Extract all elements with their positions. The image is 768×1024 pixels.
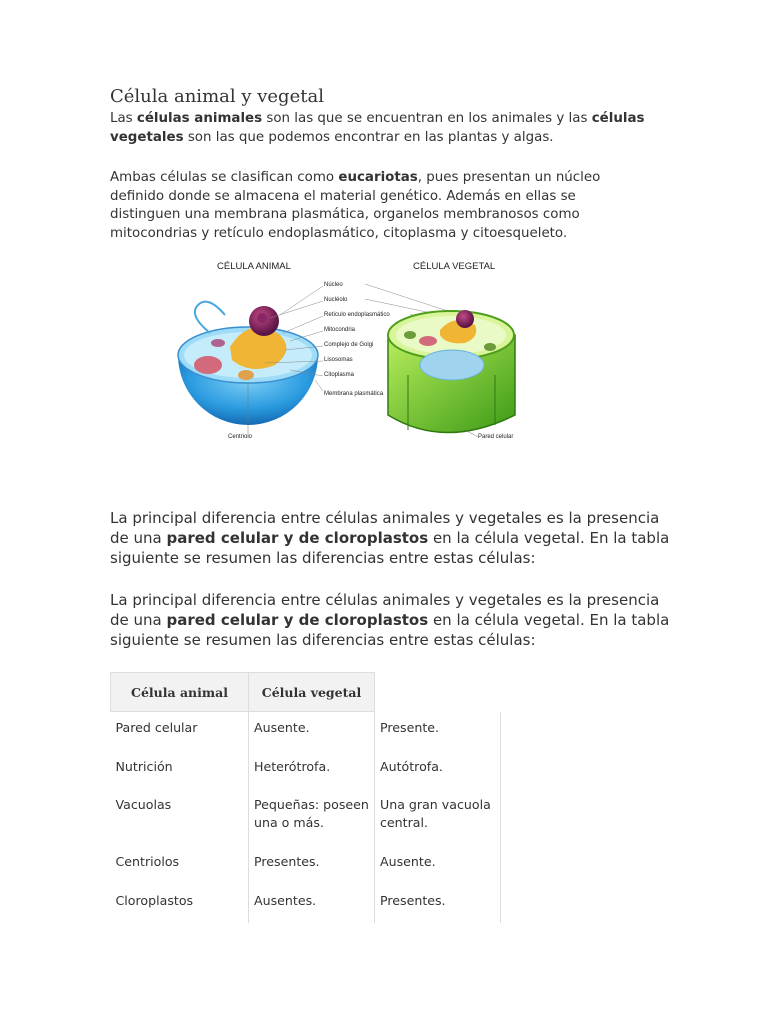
table-cell: Una gran vacuola central. — [375, 789, 501, 846]
table-row — [111, 885, 501, 923]
table-cell: Ausente. — [375, 846, 501, 885]
table-cell: Ausente. — [249, 712, 375, 751]
table-cell: Nutrición — [111, 751, 249, 789]
table-row — [111, 712, 501, 751]
header-empty — [375, 673, 501, 712]
table-row — [111, 789, 501, 846]
table-row — [111, 846, 501, 885]
page-title: Célula animal y vegetal — [110, 86, 324, 107]
difference-paragraph-1: La principal diferencia entre células animales y vegetales es la presencia de una pared celular y de cloroplastos en la célula vegetal. En la tabla siguiente se resumen las diferencias entre estas células: — [110, 509, 670, 567]
animal-cell-title: CÉLULA ANIMAL — [217, 261, 291, 272]
table-cell: Pared celular — [111, 712, 249, 751]
label-nucleolo: Nucléolo — [324, 297, 348, 303]
plant-cell — [388, 310, 515, 440]
comparison-table — [110, 672, 501, 923]
label-mitocondria: Mitocondria — [324, 327, 356, 333]
table-header-row — [111, 673, 501, 712]
plant-cell-title: CÉLULA VEGETAL — [413, 261, 496, 272]
table-cell: Presente. — [375, 712, 501, 751]
label-lisosomas: Lisosomas — [324, 357, 353, 363]
label-nucleo: Núcleo — [324, 282, 343, 288]
eukaryote-paragraph: Ambas células se clasifican como eucariotas, pues presentan un núcleo definido donde se almacena el material genético. Además en ellas se distinguen una membrana plasmática, organelos membranosos como mitocondrias y retículo endoplasmático, citoplasma y citoesqueleto. — [110, 170, 601, 241]
table-cell: Vacuolas — [111, 789, 249, 846]
table-cell: Presentes. — [375, 885, 501, 923]
label-golgi: Complejo de Golgi — [324, 342, 374, 348]
table-cell: Cloroplastos — [111, 885, 249, 923]
table-cell: Centriolos — [111, 846, 249, 885]
header-celula-animal: Célula animal — [111, 673, 249, 712]
cell-diagram — [170, 255, 530, 450]
header-celula-vegetal: Célula vegetal — [249, 673, 375, 712]
intro-paragraph: Las células animales son las que se encuentran en los animales y las células vegetales son las que podemos encontrar en las plantas y algas. — [110, 111, 645, 145]
table-cell: Presentes. — [249, 846, 375, 885]
difference-paragraph-2: La principal diferencia entre células animales y vegetales es la presencia de una pared celular y de cloroplastos en la célula vegetal. En la tabla siguiente se resumen las diferencias entre estas células: — [110, 591, 670, 649]
label-reticulo: Retículo endoplasmático — [324, 312, 390, 318]
table-row — [111, 751, 501, 789]
animal-cell — [178, 302, 318, 440]
cell-diagram-svg — [170, 255, 530, 450]
label-citoplasma: Citoplasma — [324, 372, 355, 378]
table-cell: Autótrofa. — [375, 751, 501, 789]
label-membrana: Membrana plasmática — [324, 391, 384, 397]
table-cell: Ausentes. — [249, 885, 375, 923]
table-cell: Heterótrofa. — [249, 751, 375, 789]
pared-celular-label: Pared celular — [478, 434, 514, 440]
table-cell: Pequeñas: poseen una o más. — [249, 789, 375, 846]
centriolo-label: Centriolo — [228, 434, 253, 440]
